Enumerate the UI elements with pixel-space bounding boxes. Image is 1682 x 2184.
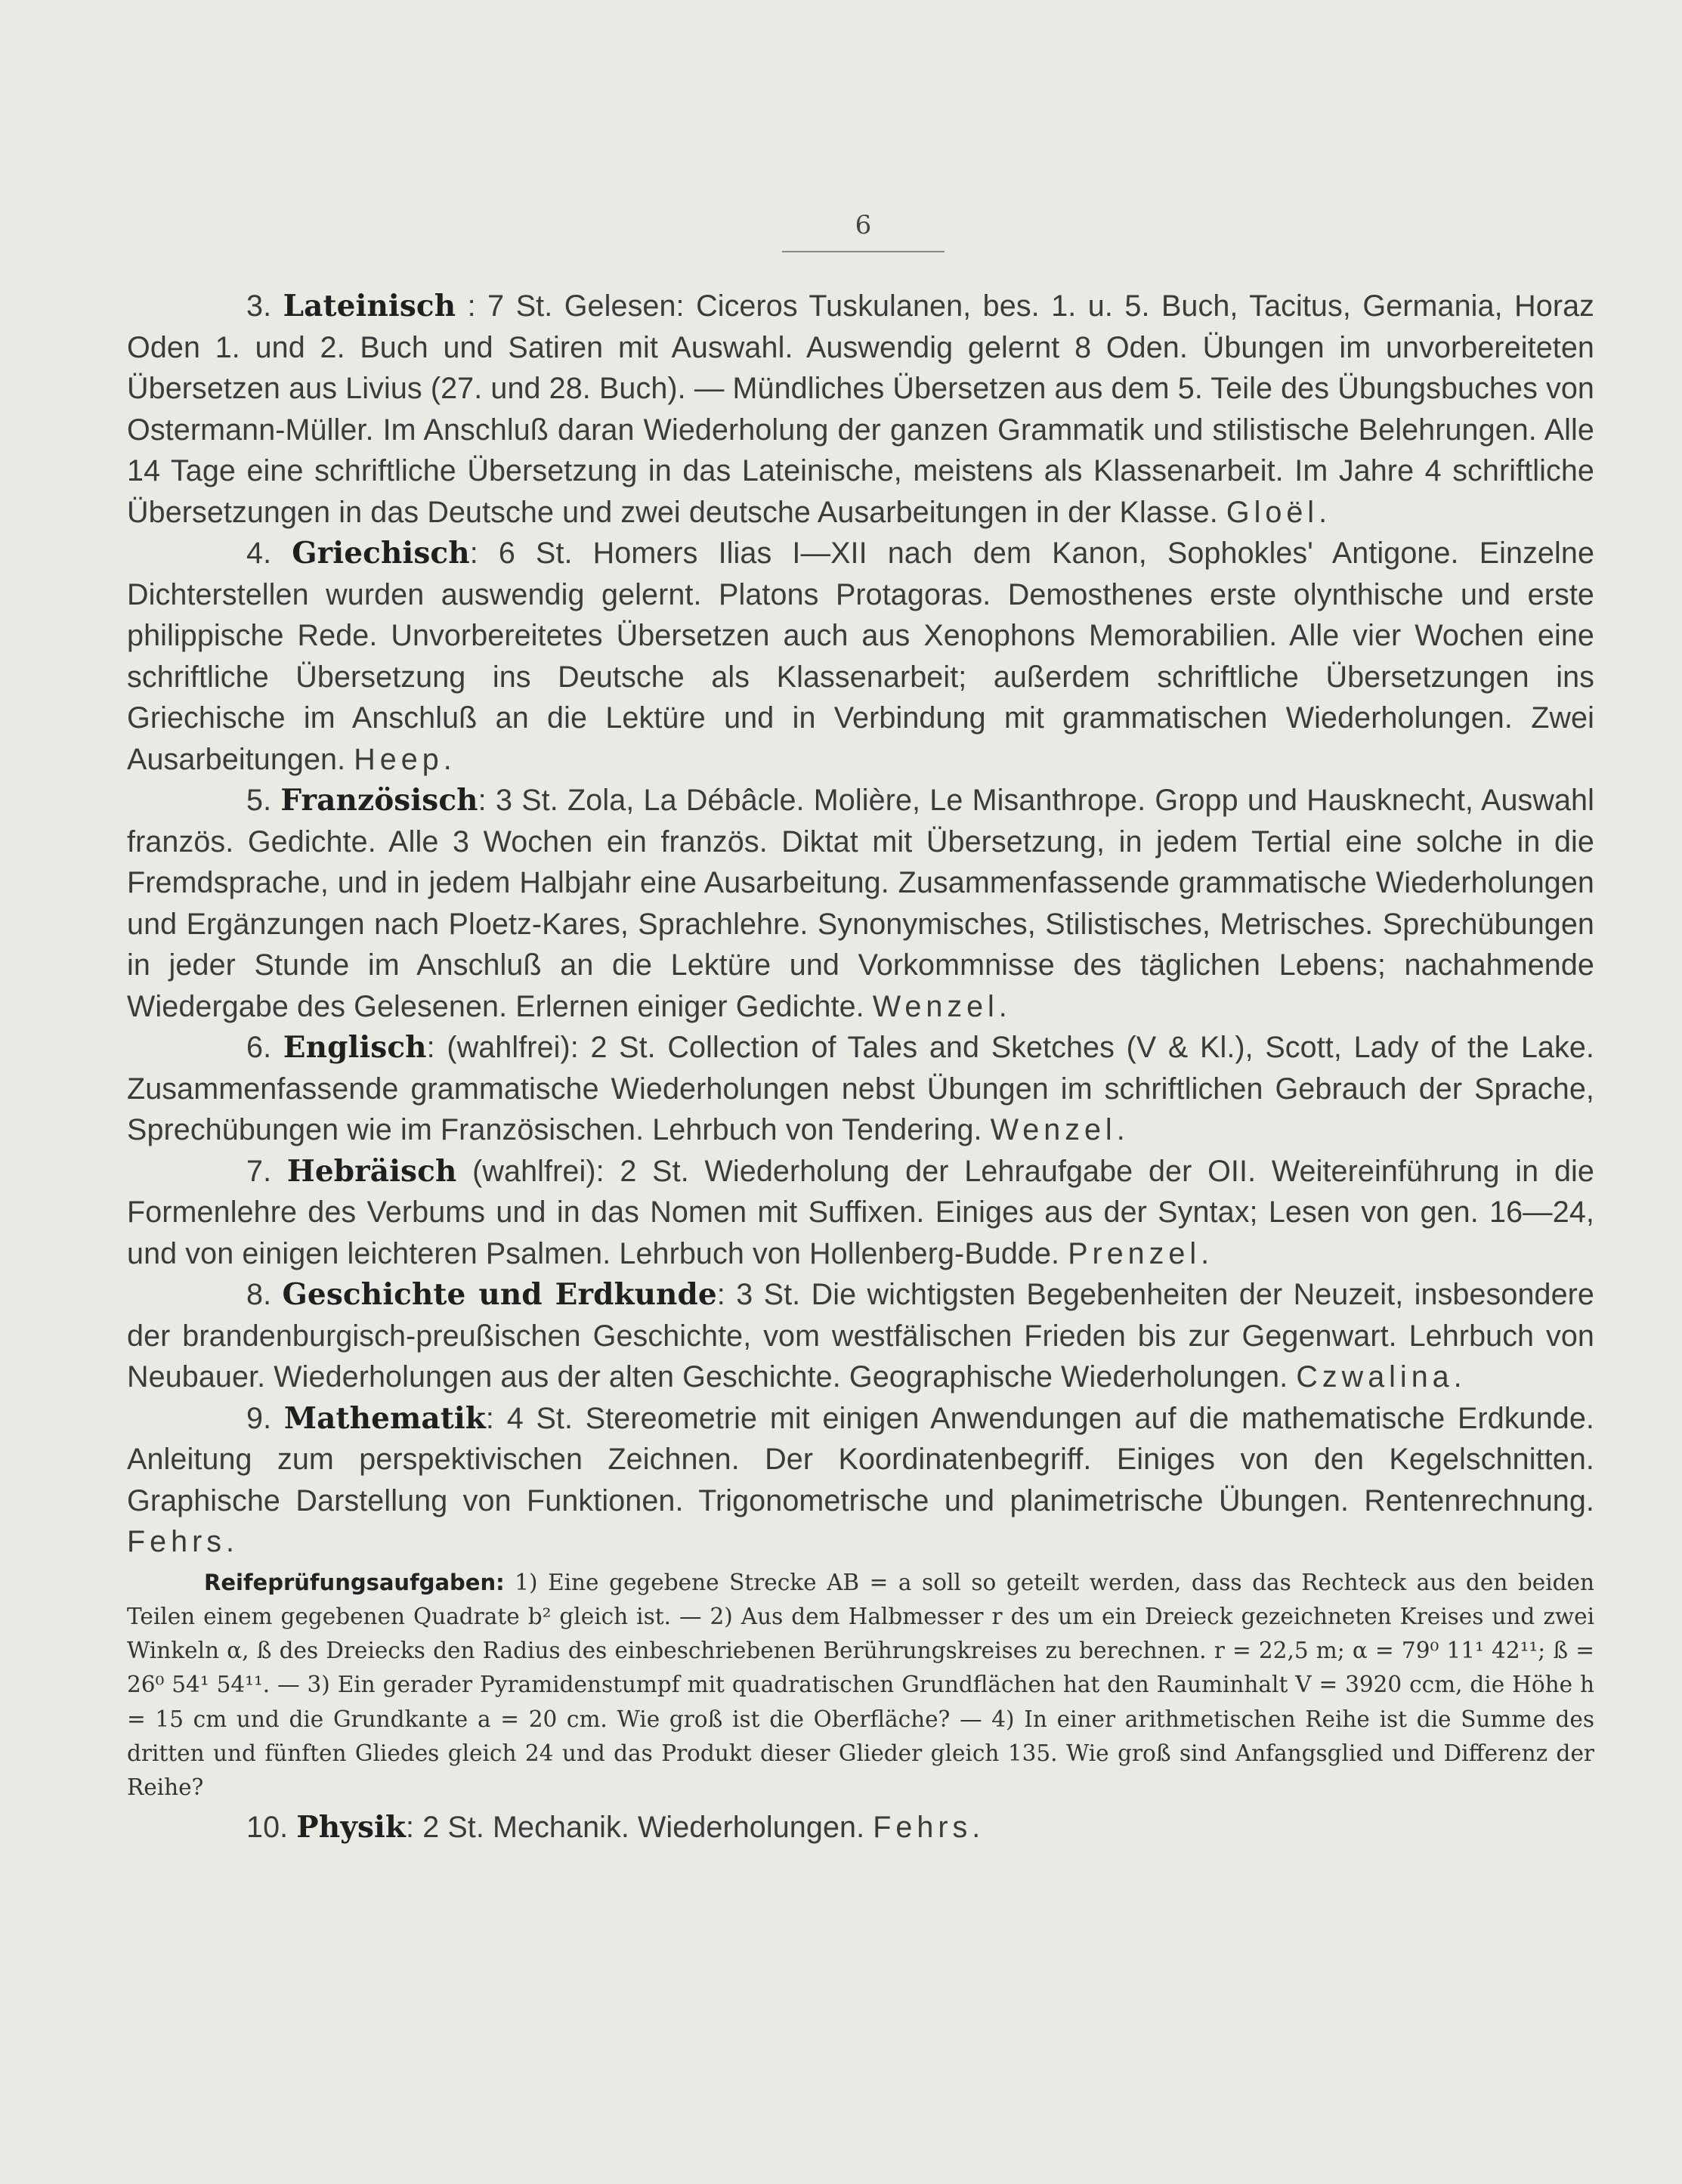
subject-heading: Griechisch	[292, 536, 470, 571]
section-physics	[127, 1807, 1594, 1848]
subject-separator	[456, 1155, 472, 1188]
section-text: (wahlfrei): 2 St. Wiederholung der Lehraufgabe der OII. Weitereinführung in die Formenlehre des Verbums und in das Nomen mit Suffixen. Einiges aus der Syntax; Lesen von gen. 16—24, und von einigen leichteren Psalmen. Lehrbuch von Hollenberg-Budde.	[127, 1154, 1594, 1270]
subject-separator: :	[406, 1810, 423, 1844]
teacher-name: Czwalina.	[1296, 1360, 1467, 1394]
subject-separator: :	[426, 1031, 447, 1064]
header-rule	[782, 251, 945, 252]
subject-heading: Hebräisch	[286, 1153, 457, 1189]
subject-separator: :	[478, 784, 496, 817]
section-number: 10.	[246, 1810, 289, 1844]
section-number: 9.	[246, 1401, 272, 1435]
section-hebrew	[127, 1151, 1594, 1275]
subject-heading: Französisch	[280, 783, 478, 818]
teacher-name: Fehrs.	[873, 1810, 985, 1844]
subject-separator: :	[469, 537, 499, 570]
page-header	[782, 210, 945, 252]
subject-separator: :	[485, 1401, 507, 1435]
section-number: 7.	[246, 1154, 272, 1188]
section-mathematics	[127, 1398, 1594, 1563]
teacher-name: Heep.	[354, 742, 456, 776]
section-history-geography	[127, 1274, 1594, 1398]
subject-heading: Lateinisch	[283, 289, 456, 323]
section-number: 6.	[246, 1031, 272, 1064]
section-text: 2 St. Mechanik. Wiederholungen.	[422, 1810, 865, 1844]
teacher-name: Wenzel.	[990, 1113, 1130, 1146]
teacher-name: Wenzel.	[872, 989, 1012, 1023]
section-text: 7 St. Gelesen: Ciceros Tuskulanen, bes. 1. u. 5. Buch, Tacitus, Germania, Horaz Oden 1. und 2. Buch und Satiren mit Auswahl. Auswendig gelernt 8 Oden. Übungen im unvorbereiteten Übersetzen aus Livius (27. und 28. Buch). — Mündliches Übersetzen aus dem 5. Teile des Übungsbuches von Ostermann-Müller. Im Anschluß daran Wiederholung der ganzen Grammatik und stilistische Belehrungen. Alle 14 Tage eine schriftliche Übersetzung in das Lateinische, meistens als Klassenarbeit. Im Jahre 4 schriftliche Übersetzungen in das Deutsche und zwei deutsche Ausarbeitungen in der Klasse.	[127, 289, 1594, 529]
section-number: 4.	[246, 537, 272, 570]
subject-heading: Geschichte und Erdkunde	[282, 1277, 717, 1312]
exam-text: 1) Eine gegebene Strecke AB = a soll so geteilt werden, dass das Rechteck aus den beiden Teilen einem gegebenen Quadrate b² gleich ist. — 2) Aus dem Halbmesser r des um ein Dreieck gezeichneten Kreises und zwei Winkeln α, ß des Dreiecks den Radius des einbeschriebenen Berührungskreises zu berechnen. r = 22,5 m; α = 79⁰ 11¹ 42¹¹; ß = 26⁰ 54¹ 54¹¹. — 3) Ein gerader Pyramidenstumpf mit quadratischen Grundflächen hat den Rauminhalt V = 3920 ccm, die Höhe h = 15 cm und die Grundkante a = 20 cm. Wie groß ist die Oberfläche? — 4) In einer arithmetischen Reihe ist die Summe des dritten und fünften Gliedes gleich 24 und das Produkt dieser Glieder gleich 135. Wie groß sind Anfangsglied und Differenz der Reihe?	[127, 1569, 1594, 1801]
section-greek	[127, 533, 1594, 780]
teacher-name: Gloël.	[1226, 495, 1332, 529]
section-text: (wahlfrei): 2 St. Collection of Tales and Sketches (V & Kl.), Scott, Lady of the Lake. Zusammenfassende grammatische Wiederholungen nebst Übungen im schriftlichen Gebrauch der Sprache, Sprechübungen wie im Französischen. Lehrbuch von Tendering.	[127, 1031, 1594, 1146]
section-text: 4 St. Stereometrie mit einigen Anwendungen auf die mathematische Erdkunde. Anleitung zum perspektivischen Zeichnen. Der Koordinatenbegriff. Einiges von den Kegelschnitten. Graphische Darstellung von Funktionen. Trigonometrische und planimetrische Übungen. Rentenrechnung.	[127, 1401, 1594, 1517]
section-text: 3 St. Zola, La Débâcle. Molière, Le Misanthrope. Gropp und Hausknecht, Auswahl französ. Gedichte. Alle 3 Wochen ein französ. Diktat mit Übersetzung, in jedem Tertial eine solche in die Fremdsprache, und in jedem Halbjahr eine Ausarbeitung. Zusammenfassende grammatische Wiederholungen und Ergänzungen nach Ploetz-Kares, Sprachlehre. Synonymisches, Stilistisches, Metrisches. Sprechübungen in jeder Stunde im Anschluß an die Lektüre und Vorkommnisse des täglichen Lebens; nachahmende Wiedergabe des Gelesenen. Erlernen einiger Gedichte.	[127, 784, 1594, 1023]
section-text: 3 St. Die wichtigsten Begebenheiten der Neuzeit, insbesondere der brandenburgisch-preußischen Geschichte, vom westfälischen Frieden bis zur Gegenwart. Lehrbuch von Neubauer. Wiederholungen aus der alten Geschichte. Geographische Wiederholungen.	[127, 1278, 1594, 1394]
subject-heading: Physik	[296, 1809, 407, 1845]
section-english	[127, 1027, 1594, 1151]
body-text	[127, 286, 1594, 1848]
section-number: 8.	[246, 1278, 272, 1311]
teacher-name: Prenzel.	[1068, 1236, 1214, 1270]
section-french	[127, 780, 1594, 1027]
section-number: 5.	[246, 784, 272, 817]
section-number: 3.	[246, 289, 272, 323]
subject-separator: :	[456, 289, 488, 323]
section-text: 6 St. Homers Ilias I—XII nach dem Kanon, Sophokles' Antigone. Einzelne Dichterstellen wurden auswendig gelernt. Platons Protagoras. Demosthenes erste olynthische und erste philippische Rede. Unvorbereitetes Übersetzen auch aus Xenophons Memorabilien. Alle vier Wochen eine schriftliche Übersetzung ins Deutsche als Klassenarbeit; außerdem schriftliche Übersetzungen ins Griechische im Anschluß an die Lektüre und in Verbindung mit grammatischen Wiederholungen. Zwei Ausarbeitungen.	[127, 537, 1595, 776]
teacher-name: Fehrs.	[127, 1525, 239, 1558]
subject-separator: :	[716, 1278, 737, 1311]
exam-tasks	[127, 1566, 1594, 1805]
section-latin	[127, 286, 1594, 533]
exam-label: Reifeprüfungsaufgaben:	[204, 1569, 505, 1595]
subject-heading: Mathematik	[283, 1400, 486, 1436]
subject-heading: Englisch	[283, 1030, 427, 1065]
page-number: 6	[855, 210, 872, 240]
